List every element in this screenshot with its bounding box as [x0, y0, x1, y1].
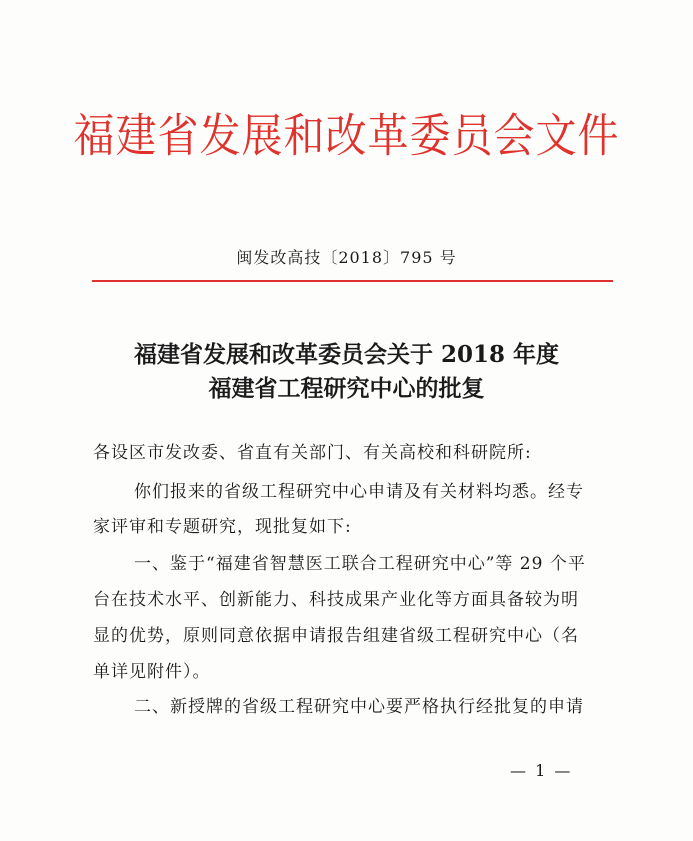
paragraph-1-line-1: 你们报来的省级工程研究中心申请及有关材料均悉。经专 — [134, 482, 584, 502]
paragraph-2-line-3: 显的优势，原则同意依据申请报告组建省级工程研究中心（名 — [93, 626, 579, 646]
paragraph-2-line-1: 一、鉴于“福建省智慧医工联合工程研究中心”等 29 个平 — [134, 554, 586, 574]
addressee-line: 各设区市发改委、省直有关部门、有关高校和科研院所: — [93, 443, 532, 463]
paragraph-1-line-2: 家评审和专题研究，现批复如下: — [93, 517, 352, 537]
paragraph-2-line-2: 台在技术水平、创新能力、科技成果产业化等方面具备较为明 — [93, 590, 579, 610]
document-title-line-2: 福建省工程研究中心的批复 — [208, 375, 485, 402]
masthead-title: 福建省发展和改革委员会文件 — [73, 109, 620, 163]
page-number: — 1 — — [510, 761, 573, 780]
document-title-line-1: 福建省发展和改革委员会关于 2018 年度 — [133, 341, 560, 368]
paragraph-3-line-1: 二、新授牌的省级工程研究中心要严格执行经批复的申请 — [134, 697, 584, 717]
document-number: 闽发改高技〔2018〕795 号 — [236, 248, 457, 267]
red-divider-line — [92, 280, 613, 282]
paragraph-2-line-4: 单详见附件）。 — [93, 662, 211, 682]
